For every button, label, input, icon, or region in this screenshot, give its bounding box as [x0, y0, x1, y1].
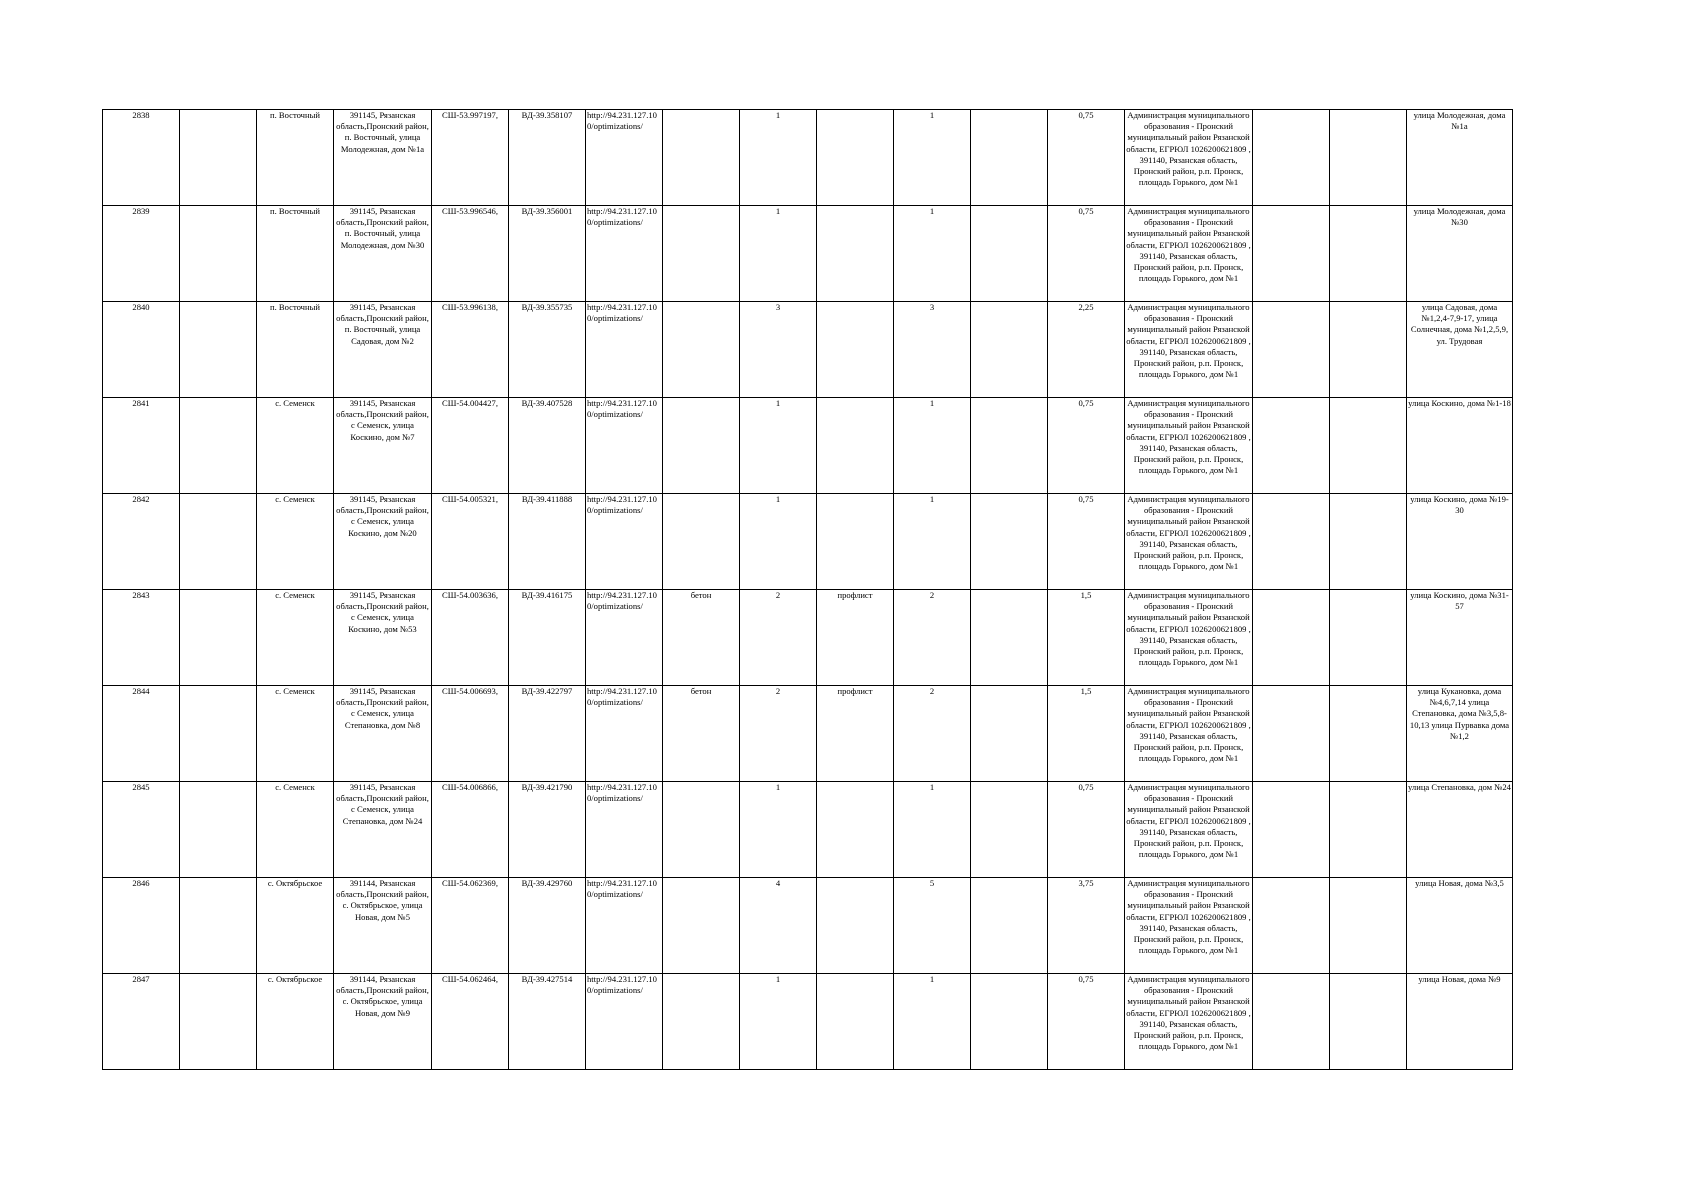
- container-count-cell: 1: [740, 782, 817, 878]
- served-addresses-cell: улица Молодежная, дома №30: [1407, 206, 1513, 302]
- empty-cell: [1330, 974, 1407, 1070]
- owner-cell: Администрация муниципального образования - Пронский муниципальный район Рязанской области, ЕГРЮЛ 1026200621809 , 391140, Рязанская область, Пронский район, р.п. Пронск, площадь Горького, дом №1: [1125, 782, 1253, 878]
- empty-cell: [1253, 782, 1330, 878]
- volume-cell: 0,75: [1048, 782, 1125, 878]
- table-row: [103, 686, 1513, 782]
- served-addresses-cell: улица Коскино, дома №1-18: [1407, 398, 1513, 494]
- latitude-cell: СШ-53.996546,: [432, 206, 509, 302]
- empty-cell: [1253, 974, 1330, 1070]
- row-number-cell: 2841: [103, 398, 180, 494]
- served-addresses-cell: улица Коскино, дома №19-30: [1407, 494, 1513, 590]
- latitude-cell: СШ-54.005321,: [432, 494, 509, 590]
- link-cell[interactable]: http://94.231.127.100/optimizations/: [586, 782, 663, 878]
- fence-material-cell: [817, 494, 894, 590]
- base-material-cell: [663, 110, 740, 206]
- empty-cell: [1253, 686, 1330, 782]
- row-number-cell: 2846: [103, 878, 180, 974]
- address-cell: 391145, Рязанская область,Пронский район, п. Восточный, улица Садовая, дом №2: [334, 302, 432, 398]
- volume-cell: 3,75: [1048, 878, 1125, 974]
- empty-cell: [180, 590, 257, 686]
- base-material-cell: [663, 206, 740, 302]
- container-count-cell: 1: [894, 974, 971, 1070]
- empty-cell: [971, 302, 1048, 398]
- base-material-cell: бетон: [663, 590, 740, 686]
- volume-cell: 1,5: [1048, 686, 1125, 782]
- latitude-cell: СШ-54.004427,: [432, 398, 509, 494]
- empty-cell: [1330, 110, 1407, 206]
- latitude-cell: СШ-54.003636,: [432, 590, 509, 686]
- empty-cell: [180, 110, 257, 206]
- longitude-cell: ВД-39.429760: [509, 878, 586, 974]
- container-count-cell: 1: [740, 974, 817, 1070]
- base-material-cell: [663, 974, 740, 1070]
- volume-cell: 0,75: [1048, 110, 1125, 206]
- empty-cell: [180, 782, 257, 878]
- address-cell: 391145, Рязанская область,Пронский район, с Семенск, улица Степановка, дом №24: [334, 782, 432, 878]
- table-row: [103, 206, 1513, 302]
- row-number-cell: 2845: [103, 782, 180, 878]
- owner-cell: Администрация муниципального образования - Пронский муниципальный район Рязанской области, ЕГРЮЛ 1026200621809 , 391140, Рязанская область, Пронский район, р.п. Пронск, площадь Горького, дом №1: [1125, 878, 1253, 974]
- empty-cell: [971, 398, 1048, 494]
- empty-cell: [1330, 206, 1407, 302]
- table-row: [103, 494, 1513, 590]
- container-count-cell: 3: [740, 302, 817, 398]
- empty-cell: [1253, 590, 1330, 686]
- row-number-cell: 2838: [103, 110, 180, 206]
- address-cell: 391145, Рязанская область,Пронский район, с Семенск, улица Коскино, дом №20: [334, 494, 432, 590]
- container-count-cell: 1: [894, 398, 971, 494]
- longitude-cell: ВД-39.421790: [509, 782, 586, 878]
- volume-cell: 1,5: [1048, 590, 1125, 686]
- table-row: [103, 782, 1513, 878]
- empty-cell: [1330, 398, 1407, 494]
- base-material-cell: [663, 302, 740, 398]
- base-material-cell: [663, 398, 740, 494]
- volume-cell: 2,25: [1048, 302, 1125, 398]
- settlement-cell: с. Октябрьское: [257, 878, 334, 974]
- table-row: [103, 302, 1513, 398]
- row-number-cell: 2842: [103, 494, 180, 590]
- empty-cell: [971, 494, 1048, 590]
- link-cell[interactable]: http://94.231.127.100/optimizations/: [586, 110, 663, 206]
- settlement-cell: п. Восточный: [257, 110, 334, 206]
- base-material-cell: [663, 494, 740, 590]
- address-cell: 391144, Рязанская область,Пронский район, с. Октябрьское, улица Новая, дом №5: [334, 878, 432, 974]
- container-sites-table: [102, 109, 1513, 1070]
- longitude-cell: ВД-39.358107: [509, 110, 586, 206]
- table-row: [103, 590, 1513, 686]
- latitude-cell: СШ-54.006693,: [432, 686, 509, 782]
- longitude-cell: ВД-39.355735: [509, 302, 586, 398]
- empty-cell: [971, 782, 1048, 878]
- owner-cell: Администрация муниципального образования - Пронский муниципальный район Рязанской области, ЕГРЮЛ 1026200621809 , 391140, Рязанская область, Пронский район, р.п. Пронск, площадь Горького, дом №1: [1125, 590, 1253, 686]
- container-count-cell: 2: [740, 686, 817, 782]
- link-cell[interactable]: http://94.231.127.100/optimizations/: [586, 878, 663, 974]
- empty-cell: [180, 398, 257, 494]
- container-count-cell: 1: [740, 110, 817, 206]
- served-addresses-cell: улица Коскино, дома №31-57: [1407, 590, 1513, 686]
- owner-cell: Администрация муниципального образования - Пронский муниципальный район Рязанской области, ЕГРЮЛ 1026200621809 , 391140, Рязанская область, Пронский район, р.п. Пронск, площадь Горького, дом №1: [1125, 302, 1253, 398]
- empty-cell: [1253, 206, 1330, 302]
- address-cell: 391145, Рязанская область,Пронский район, п. Восточный, улица Молодежная, дом №30: [334, 206, 432, 302]
- address-cell: 391145, Рязанская область,Пронский район, п. Восточный, улица Молодежная, дом №1а: [334, 110, 432, 206]
- container-count-cell: 1: [894, 206, 971, 302]
- empty-cell: [1253, 494, 1330, 590]
- latitude-cell: СШ-53.996138,: [432, 302, 509, 398]
- settlement-cell: с. Семенск: [257, 398, 334, 494]
- empty-cell: [1330, 302, 1407, 398]
- link-cell[interactable]: http://94.231.127.100/optimizations/: [586, 302, 663, 398]
- latitude-cell: СШ-53.997197,: [432, 110, 509, 206]
- empty-cell: [1330, 494, 1407, 590]
- latitude-cell: СШ-54.062369,: [432, 878, 509, 974]
- row-number-cell: 2839: [103, 206, 180, 302]
- longitude-cell: ВД-39.427514: [509, 974, 586, 1070]
- link-cell[interactable]: http://94.231.127.100/optimizations/: [586, 494, 663, 590]
- empty-cell: [180, 494, 257, 590]
- latitude-cell: СШ-54.006866,: [432, 782, 509, 878]
- address-cell: 391145, Рязанская область,Пронский район, с Семенск, улица Коскино, дом №53: [334, 590, 432, 686]
- empty-cell: [180, 974, 257, 1070]
- empty-cell: [971, 590, 1048, 686]
- empty-cell: [1253, 110, 1330, 206]
- container-count-cell: 1: [740, 494, 817, 590]
- empty-cell: [1253, 398, 1330, 494]
- container-count-cell: 1: [894, 782, 971, 878]
- owner-cell: Администрация муниципального образования - Пронский муниципальный район Рязанской области, ЕГРЮЛ 1026200621809 , 391140, Рязанская область, Пронский район, р.п. Пронск, площадь Горького, дом №1: [1125, 110, 1253, 206]
- table-row: [103, 110, 1513, 206]
- row-number-cell: 2844: [103, 686, 180, 782]
- latitude-cell: СШ-54.062464,: [432, 974, 509, 1070]
- owner-cell: Администрация муниципального образования - Пронский муниципальный район Рязанской области, ЕГРЮЛ 1026200621809 , 391140, Рязанская область, Пронский район, р.п. Пронск, площадь Горького, дом №1: [1125, 974, 1253, 1070]
- owner-cell: Администрация муниципального образования - Пронский муниципальный район Рязанской области, ЕГРЮЛ 1026200621809 , 391140, Рязанская область, Пронский район, р.п. Пронск, площадь Горького, дом №1: [1125, 206, 1253, 302]
- container-count-cell: 3: [894, 302, 971, 398]
- link-cell[interactable]: http://94.231.127.100/optimizations/: [586, 686, 663, 782]
- fence-material-cell: [817, 974, 894, 1070]
- empty-cell: [971, 974, 1048, 1070]
- empty-cell: [1253, 878, 1330, 974]
- fence-material-cell: профлист: [817, 590, 894, 686]
- link-cell[interactable]: http://94.231.127.100/optimizations/: [586, 590, 663, 686]
- owner-cell: Администрация муниципального образования - Пронский муниципальный район Рязанской области, ЕГРЮЛ 1026200621809 , 391140, Рязанская область, Пронский район, р.п. Пронск, площадь Горького, дом №1: [1125, 494, 1253, 590]
- empty-cell: [971, 686, 1048, 782]
- longitude-cell: ВД-39.422797: [509, 686, 586, 782]
- volume-cell: 0,75: [1048, 974, 1125, 1070]
- fence-material-cell: [817, 206, 894, 302]
- empty-cell: [971, 878, 1048, 974]
- volume-cell: 0,75: [1048, 398, 1125, 494]
- settlement-cell: с. Семенск: [257, 590, 334, 686]
- longitude-cell: ВД-39.411888: [509, 494, 586, 590]
- table-row: [103, 878, 1513, 974]
- container-count-cell: 1: [894, 110, 971, 206]
- empty-cell: [1253, 302, 1330, 398]
- longitude-cell: ВД-39.407528: [509, 398, 586, 494]
- settlement-cell: с. Семенск: [257, 782, 334, 878]
- row-number-cell: 2843: [103, 590, 180, 686]
- fence-material-cell: профлист: [817, 686, 894, 782]
- address-cell: 391145, Рязанская область,Пронский район, с Семенск, улица Степановка, дом №8: [334, 686, 432, 782]
- link-cell[interactable]: http://94.231.127.100/optimizations/: [586, 206, 663, 302]
- empty-cell: [971, 206, 1048, 302]
- row-number-cell: 2847: [103, 974, 180, 1070]
- empty-cell: [180, 302, 257, 398]
- settlement-cell: с. Октябрьское: [257, 974, 334, 1070]
- empty-cell: [180, 206, 257, 302]
- served-addresses-cell: улица Садовая, дома №1,2,4-7,9-17, улица Солнечная, дома №1,2,5,9, ул. Трудовая: [1407, 302, 1513, 398]
- container-count-cell: 2: [894, 686, 971, 782]
- table-row: [103, 974, 1513, 1070]
- container-count-cell: 1: [740, 398, 817, 494]
- container-count-cell: 5: [894, 878, 971, 974]
- link-cell[interactable]: http://94.231.127.100/optimizations/: [586, 398, 663, 494]
- settlement-cell: с. Семенск: [257, 686, 334, 782]
- container-count-cell: 2: [740, 590, 817, 686]
- base-material-cell: [663, 878, 740, 974]
- served-addresses-cell: улица Новая, дома №9: [1407, 974, 1513, 1070]
- fence-material-cell: [817, 878, 894, 974]
- container-count-cell: 1: [894, 494, 971, 590]
- empty-cell: [1330, 686, 1407, 782]
- link-cell[interactable]: http://94.231.127.100/optimizations/: [586, 974, 663, 1070]
- served-addresses-cell: улица Степановка, дом №24: [1407, 782, 1513, 878]
- longitude-cell: ВД-39.416175: [509, 590, 586, 686]
- base-material-cell: [663, 782, 740, 878]
- settlement-cell: с. Семенск: [257, 494, 334, 590]
- settlement-cell: п. Восточный: [257, 302, 334, 398]
- fence-material-cell: [817, 302, 894, 398]
- empty-cell: [180, 686, 257, 782]
- volume-cell: 0,75: [1048, 494, 1125, 590]
- settlement-cell: п. Восточный: [257, 206, 334, 302]
- served-addresses-cell: улица Кукановка, дома №4,6,7,14 улица Степановка, дома №3,5,8-10,13 улица Пурвавка дома №1,2: [1407, 686, 1513, 782]
- address-cell: 391145, Рязанская область,Пронский район, с Семенск, улица Коскино, дом №7: [334, 398, 432, 494]
- row-number-cell: 2840: [103, 302, 180, 398]
- table-row: [103, 398, 1513, 494]
- container-count-cell: 1: [740, 206, 817, 302]
- volume-cell: 0,75: [1048, 206, 1125, 302]
- fence-material-cell: [817, 782, 894, 878]
- fence-material-cell: [817, 110, 894, 206]
- container-count-cell: 4: [740, 878, 817, 974]
- base-material-cell: бетон: [663, 686, 740, 782]
- empty-cell: [1330, 878, 1407, 974]
- served-addresses-cell: улица Новая, дома №3,5: [1407, 878, 1513, 974]
- owner-cell: Администрация муниципального образования - Пронский муниципальный район Рязанской области, ЕГРЮЛ 1026200621809 , 391140, Рязанская область, Пронский район, р.п. Пронск, площадь Горького, дом №1: [1125, 686, 1253, 782]
- address-cell: 391144, Рязанская область,Пронский район, с. Октябрьское, улица Новая, дом №9: [334, 974, 432, 1070]
- empty-cell: [180, 878, 257, 974]
- empty-cell: [1330, 590, 1407, 686]
- served-addresses-cell: улица Молодежная, дома №1а: [1407, 110, 1513, 206]
- fence-material-cell: [817, 398, 894, 494]
- empty-cell: [1330, 782, 1407, 878]
- owner-cell: Администрация муниципального образования - Пронский муниципальный район Рязанской области, ЕГРЮЛ 1026200621809 , 391140, Рязанская область, Пронский район, р.п. Пронск, площадь Горького, дом №1: [1125, 398, 1253, 494]
- longitude-cell: ВД-39.356001: [509, 206, 586, 302]
- empty-cell: [971, 110, 1048, 206]
- container-count-cell: 2: [894, 590, 971, 686]
